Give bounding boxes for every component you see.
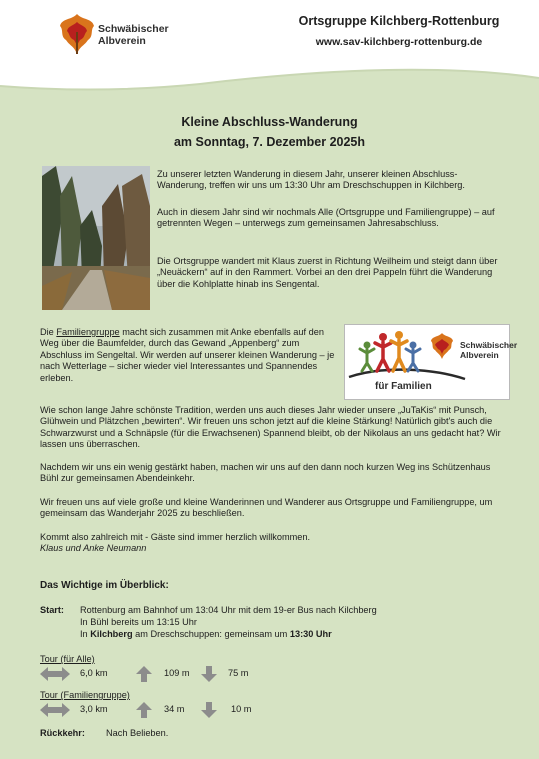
start-time: 13:30 Uhr (289, 629, 332, 639)
einkehr-paragraph (40, 462, 510, 485)
start-line-3-mid: am Dreschschuppen: gemeinsam um (132, 629, 290, 639)
org-url[interactable]: www.sav-kilchberg-rottenburg.de (315, 36, 483, 48)
return-text: Nach Belieben. (106, 728, 169, 738)
start-label: Start: (40, 605, 64, 615)
intro-paragraph-2 (157, 207, 507, 230)
tour-all-descent: 75 m (228, 668, 249, 678)
tour-family-distance: 3,0 km (80, 704, 108, 714)
familien-logo-wordmark (460, 340, 517, 360)
intro-paragraph-1 (157, 169, 507, 192)
overview-heading: Das Wichtige im Überblick: (40, 580, 169, 591)
page-header (0, 0, 539, 92)
event-title (0, 112, 539, 152)
tour-family-descent: 10 m (231, 704, 252, 714)
familien-logo-text-line1: Schwäbischer (460, 340, 518, 350)
intro-text-1: Zu unserer letzten Wanderung in diesem Jahr, unserer kleinen Abschluss-Wanderung, treffen wir uns um 13:30 Uhr am Dreschschuppen in Kilchberg. (157, 169, 465, 191)
tour-all-ascent: 109 m (164, 668, 190, 678)
distance-arrow-icon (40, 667, 70, 681)
start-line-3 (80, 628, 510, 640)
invitation-text: Wir freuen uns auf viele große und kleine Wanderinnen und Wanderer aus Ortsgruppe und Familiengruppe, um gemeinsam das Wanderjahr 2025 zu beschließen. (40, 497, 493, 519)
distance-arrow-icon (40, 703, 70, 717)
tour-all-distance: 6,0 km (80, 668, 108, 678)
tradition-text: Wie schon lange Jahre schönste Tradition, werden uns auch dieses Jahr wieder unsere „JuTaKis“ mit Punsch, Glühwein und Plätzchen „bewirten“. Wir freuen uns schon jetzt auf die kleine Stärkung! Natürlich gibt's auch die Schwarzwurst und a Schnäpsle (für die Erwachsenen) Spannend bleibt, ob der Nikolaus an uns gedacht hat? Wir lassen uns überraschen. (40, 405, 501, 450)
fuer-familien-label: für Familien (375, 381, 432, 392)
family-paragraph (40, 327, 340, 384)
ascent-arrow-icon (136, 702, 152, 718)
tour-family-label: Tour (Familiengruppe) (40, 690, 130, 700)
tour-family-ascent: 34 m (164, 704, 185, 714)
org-name: Ortsgruppe Kilchberg-Rottenburg (298, 14, 500, 28)
start-line-3-prefix: In (80, 629, 91, 639)
intro-paragraph-3 (157, 256, 507, 290)
logo-wordmark (98, 23, 169, 47)
descent-arrow-icon (201, 702, 217, 718)
albverein-logo-icon (58, 12, 96, 56)
invitation-paragraph (40, 497, 510, 520)
intro-text-3: Die Ortsgruppe wandert mit Klaus zuerst in Richtung Weilheim und steigt dann über „Neuäckern“ auf in den Rammert. Vorbei an den drei Pappeln führt die Wanderung über die Kohlplatte hinab ins Sengental. (157, 256, 498, 289)
descent-arrow-icon (201, 666, 217, 682)
familien-logo-box (344, 324, 518, 400)
closing-text: Kommt also zahlreich mit - Gäste sind immer herzlich willkommen. (40, 532, 311, 542)
start-place: Kilchberg (90, 629, 133, 639)
logo-text-line1: Schwäbischer (98, 23, 169, 35)
logo-text-line2: Albverein (98, 35, 146, 47)
signature: Klaus und Anke Neumann (40, 543, 147, 554)
return-label: Rückkehr: (40, 728, 85, 738)
family-text-rest: macht sich zusammen mit Anke ebenfalls auf den Weg über die Baumfelder, durch das Gewand „Appenberg“ zum Abschluss im Sengeltal. Wir werden auf unserer kleinen Wanderung – je nach Wetterlage – sicher wieder viel Interessantes und Spannendes erleben. (40, 327, 335, 383)
tour-all-label: Tour (für Alle) (40, 654, 95, 664)
intro-text-2: Auch in diesem Jahr sind wir nochmals Alle (Ortsgruppe und Familiengruppe) – auf getrennten Wegen – unterwegs zum gemeinsamen Jahresabschluss. (157, 207, 495, 229)
familiengruppe-link[interactable]: Familiengruppe (56, 327, 120, 337)
tradition-paragraph (40, 405, 510, 451)
start-details (80, 604, 510, 640)
forest-path-photo (42, 166, 150, 310)
familien-logo-text-line2: Albverein (460, 350, 499, 360)
event-title-line2: am Sonntag, 7. Dezember 2025h (173, 135, 366, 149)
family-text-prefix: Die (40, 327, 57, 337)
start-line-1: Rottenburg am Bahnhof um 13:04 Uhr mit dem 19-er Bus nach Kilchberg (80, 605, 377, 615)
start-line-2: In Bühl bereits um 13:15 Uhr (80, 617, 197, 627)
einkehr-text: Nachdem wir uns ein wenig gestärkt haben, machen wir uns auf den dann noch kurzen Weg ins Schützenhaus Bühl zur gemeinsamen Abendeinkehr. (40, 462, 491, 484)
event-title-line1: Kleine Abschluss-Wanderung (181, 115, 358, 129)
ascent-arrow-icon (136, 666, 152, 682)
closing-paragraph (40, 532, 510, 555)
